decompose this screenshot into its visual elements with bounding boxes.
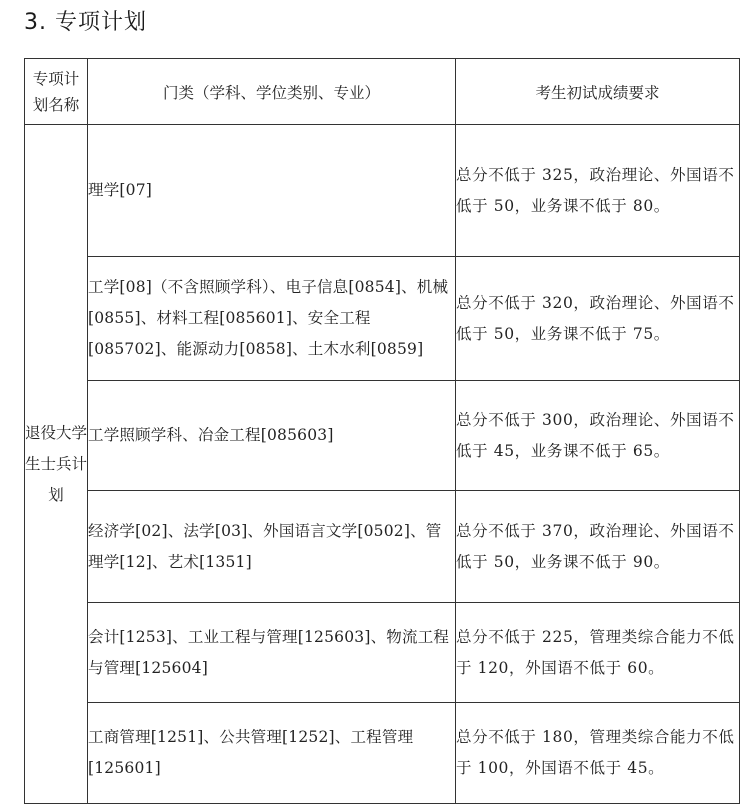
category-cell: 工学照顾学科、冶金工程[085603] — [88, 381, 456, 491]
header-category: 门类（学科、学位类别、专业） — [88, 59, 456, 125]
table-row — [25, 381, 740, 491]
category-cell: 工商管理[1251]、公共管理[1252]、工程管理[125601] — [88, 703, 456, 804]
table-row — [25, 125, 740, 257]
category-cell: 经济学[02]、法学[03]、外国语言文学[0502]、管理学[12]、艺术[1351] — [88, 491, 456, 603]
header-requirement: 考生初试成绩要求 — [456, 59, 740, 125]
requirement-cell: 总分不低于 320，政治理论、外国语不低于 50，业务课不低于 75。 — [456, 257, 740, 381]
special-plan-table — [24, 58, 740, 804]
requirement-cell: 总分不低于 325，政治理论、外国语不低于 50，业务课不低于 80。 — [456, 125, 740, 257]
category-cell: 工学[08]（不含照顾学科）、电子信息[0854]、机械[0855]、材料工程[085601]、安全工程[085702]、能源动力[0858]、土木水利[0859] — [88, 257, 456, 381]
requirement-cell: 总分不低于 180，管理类综合能力不低于 100，外国语不低于 45。 — [456, 703, 740, 804]
section-title: 3. 专项计划 — [24, 10, 147, 35]
table-row — [25, 603, 740, 703]
header-plan-name: 专项计划名称 — [25, 59, 88, 125]
plan-name-cell: 退役大学生士兵计划 — [25, 125, 88, 804]
category-cell: 理学[07] — [88, 125, 456, 257]
requirement-cell: 总分不低于 225，管理类综合能力不低于 120，外国语不低于 60。 — [456, 603, 740, 703]
category-cell: 会计[1253]、工业工程与管理[125603]、物流工程与管理[125604] — [88, 603, 456, 703]
table-row — [25, 257, 740, 381]
table-row — [25, 703, 740, 804]
table-header-row — [25, 59, 740, 125]
requirement-cell: 总分不低于 370，政治理论、外国语不低于 50，业务课不低于 90。 — [456, 491, 740, 603]
table-row — [25, 491, 740, 603]
requirement-cell: 总分不低于 300，政治理论、外国语不低于 45，业务课不低于 65。 — [456, 381, 740, 491]
